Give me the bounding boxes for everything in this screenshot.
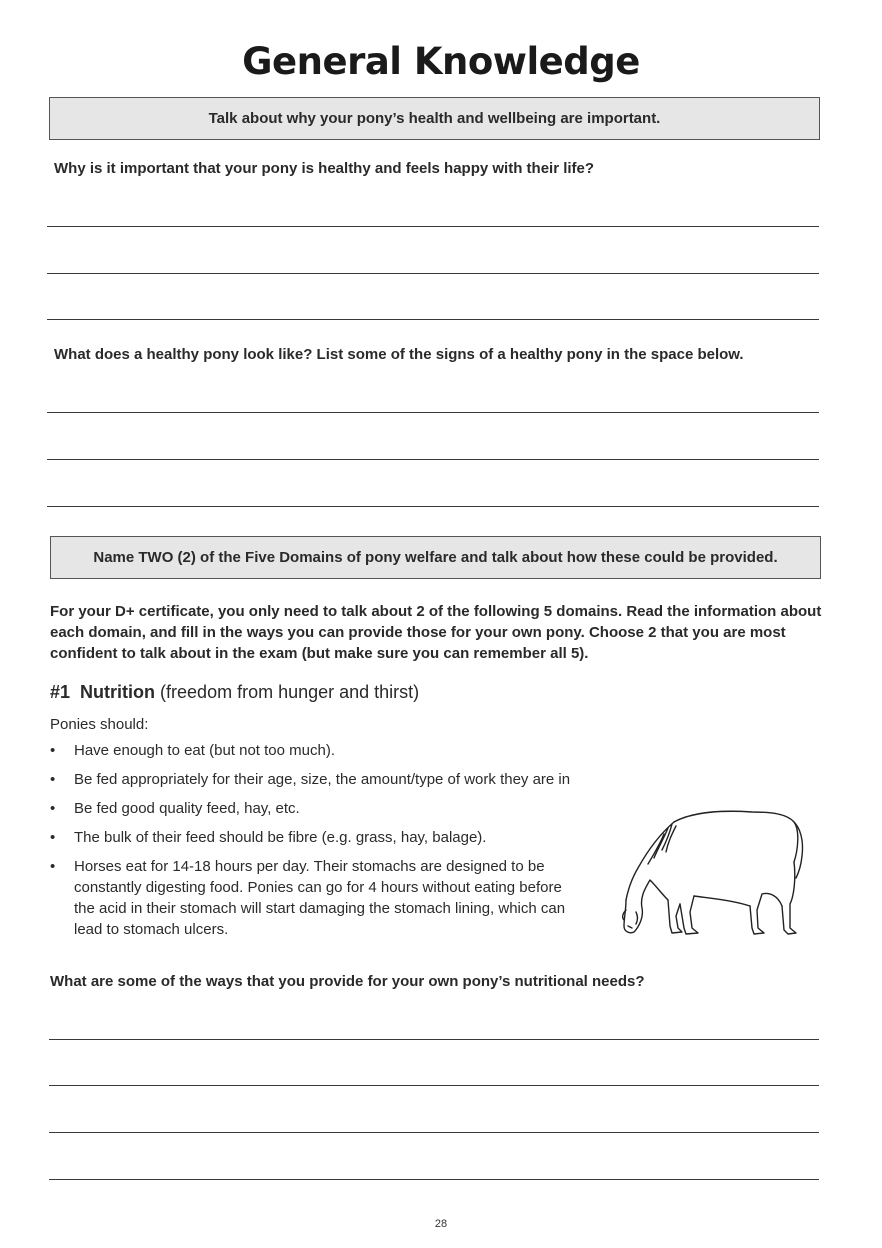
- section-header-five-domains: Name TWO (2) of the Five Domains of pony welfare and talk about how these could be provided.: [50, 536, 821, 579]
- bullet-item: • Horses eat for 14-18 hours per day. Their stomachs are designed to be constantly digesting food. Ponies can go for 4 hours without eating before the acid in their stomach will start damaging the stomach lining, which can lead to stomach ulcers.: [50, 856, 579, 940]
- answer-line[interactable]: [47, 226, 819, 227]
- ponies-should-label: Ponies should:: [50, 716, 149, 733]
- bullet-item: • Be fed appropriately for their age, size, the amount/type of work they are in: [50, 769, 674, 790]
- answer-line[interactable]: [47, 459, 819, 460]
- bullet-item: • The bulk of their feed should be fibre (e.g. grass, hay, balage).: [50, 827, 620, 848]
- section-header-health: Talk about why your pony’s health and wellbeing are important.: [49, 97, 820, 140]
- answer-line[interactable]: [49, 1132, 819, 1133]
- domain-heading: [50, 682, 419, 703]
- answer-line[interactable]: [47, 319, 819, 320]
- domain-subtitle: (freedom from hunger and thirst): [160, 682, 420, 702]
- answer-line[interactable]: [47, 273, 819, 274]
- answer-line[interactable]: [49, 1179, 819, 1180]
- page-title: General Knowledge: [242, 40, 640, 83]
- bullet-item: • Have enough to eat (but not too much).: [50, 740, 620, 761]
- page-number: 28: [434, 1218, 448, 1230]
- answer-line[interactable]: [49, 1039, 819, 1040]
- question-health-importance: Why is it important that your pony is healthy and feels happy with their life?: [54, 160, 595, 177]
- grazing-horse-illustration: [612, 800, 808, 938]
- answer-line[interactable]: [49, 1085, 819, 1086]
- nutrition-bullet-list: [50, 740, 620, 948]
- bullet-item: • Be fed good quality feed, hay, etc.: [50, 798, 620, 819]
- answer-line[interactable]: [47, 412, 819, 413]
- question-healthy-signs: What does a healthy pony look like? List some of the signs of a healthy pony in the space below.: [54, 346, 744, 363]
- domain-number: #1: [50, 682, 71, 702]
- domain-name: Nutrition: [80, 682, 156, 702]
- question-nutrition-needs: What are some of the ways that you provide for your own pony’s nutritional needs?: [50, 973, 645, 990]
- domains-intro: For your D+ certificate, you only need to talk about 2 of the following 5 domains. Read the information about each domain, and fill in the ways you can provide those for your own pony. Choose 2 that you are most confident to talk about in the exam (but make sure you can remember all 5).: [50, 603, 822, 662]
- answer-line[interactable]: [47, 506, 819, 507]
